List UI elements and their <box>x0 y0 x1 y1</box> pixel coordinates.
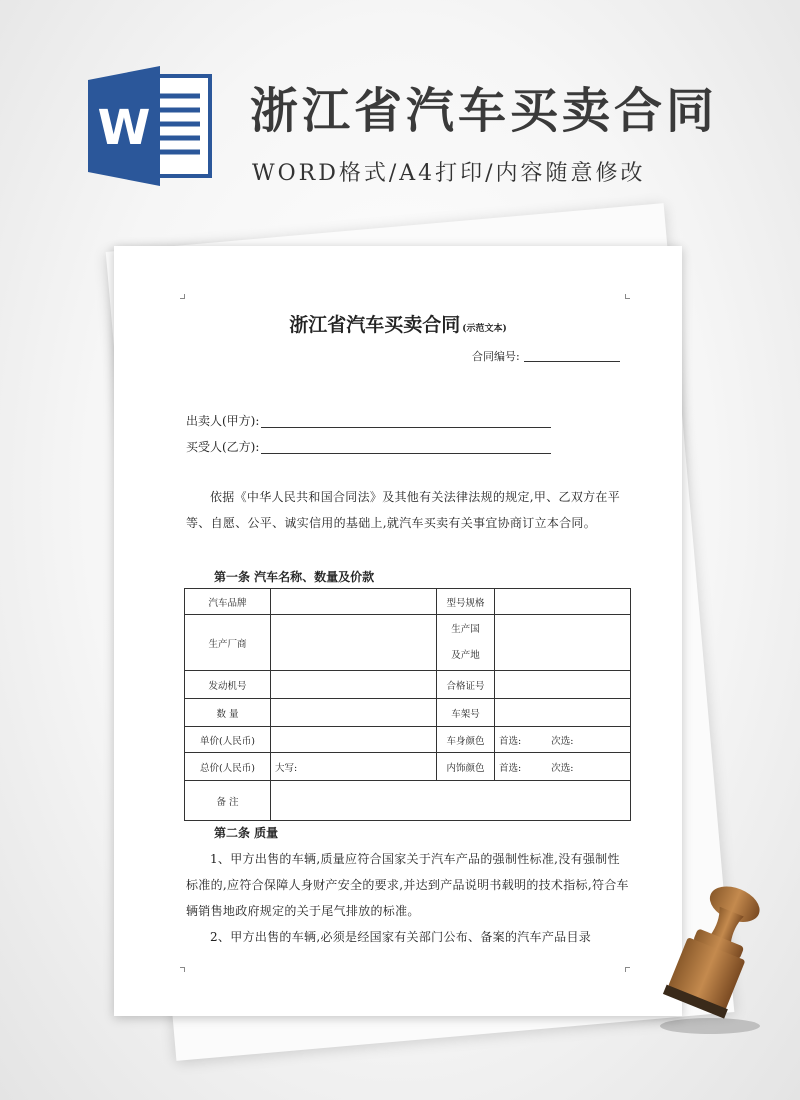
crop-mark <box>180 967 185 972</box>
table-row <box>185 671 631 699</box>
interior-color-label: 内饰颜色 <box>437 753 495 781</box>
buyer-blank[interactable] <box>261 441 551 454</box>
quality-clause-1: 1、甲方出售的车辆,质量应符合国家关于汽车产品的强制性标准,没有强制性标准的,应符合保障人身财产安全的要求,并达到产品说明书载明的技术指标,符合车辆销售地政府规定的关于尾气排放的标准。 <box>186 852 629 918</box>
quality-clause-2: 2、甲方出售的车辆,必须是经国家有关部门公布、备案的汽车产品目录 <box>210 930 592 944</box>
stamp-icon <box>648 878 778 1038</box>
origin-label-line1: 生产国 <box>451 623 480 635</box>
document-page <box>114 246 682 1016</box>
seller-field <box>186 412 551 429</box>
manufacturer-label: 生产厂商 <box>185 615 271 671</box>
table-row <box>185 699 631 727</box>
section-1-title: 第一条 汽车名称、数量及价款 <box>214 570 375 584</box>
quantity-value[interactable] <box>271 699 437 727</box>
document-title-text: 浙江省汽车买卖合同 <box>289 314 461 336</box>
remarks-value[interactable] <box>271 781 631 821</box>
vin-label: 车架号 <box>437 699 495 727</box>
cert-no-label: 合格证号 <box>437 671 495 699</box>
capital-label: 大写: <box>275 762 298 774</box>
seller-blank[interactable] <box>261 415 551 428</box>
interior-color-second: 次选: <box>551 762 574 774</box>
crop-mark <box>625 967 630 972</box>
buyer-field <box>186 438 551 455</box>
model-value[interactable] <box>495 589 631 615</box>
brand-value[interactable] <box>271 589 437 615</box>
body-color-second: 次选: <box>551 735 574 747</box>
intro-paragraph: 依据《中华人民共和国合同法》及其他有关法律法规的规定,甲、乙双方在平等、自愿、公平、诚实信用的基础上,就汽车买卖有关事宜协商订立本合同。 <box>186 490 621 530</box>
vin-value[interactable] <box>495 699 631 727</box>
table-row <box>185 615 631 671</box>
cert-no-value[interactable] <box>495 671 631 699</box>
document-title-note: (示范文本) <box>462 324 507 334</box>
origin-label-line2: 及产地 <box>451 649 480 661</box>
interior-color-first: 首选: <box>499 762 522 774</box>
body-color-label: 车身颜色 <box>437 727 495 753</box>
quantity-label: 数 量 <box>185 699 271 727</box>
engine-no-label: 发动机号 <box>185 671 271 699</box>
interior-color-value[interactable] <box>495 753 631 781</box>
vehicle-info-table <box>184 588 631 821</box>
body-color-value[interactable] <box>495 727 631 753</box>
model-label: 型号规格 <box>437 589 495 615</box>
table-row <box>185 753 631 781</box>
unit-price-value[interactable] <box>271 727 437 753</box>
unit-price-label: 单价(人民币) <box>185 727 271 753</box>
crop-mark <box>625 294 630 299</box>
seller-label: 出卖人(甲方): <box>186 414 260 428</box>
word-logo-letter: W <box>97 100 151 156</box>
contract-number-blank[interactable] <box>524 351 620 362</box>
remarks-label: 备 注 <box>185 781 271 821</box>
total-price-label: 总价(人民币) <box>185 753 271 781</box>
total-price-value[interactable] <box>271 753 437 781</box>
table-row <box>185 781 631 821</box>
origin-value[interactable] <box>495 615 631 671</box>
body-color-first: 首选: <box>499 735 522 747</box>
buyer-label: 买受人(乙方): <box>186 440 260 454</box>
banner-title: 浙江省汽车买卖合同 <box>250 83 719 139</box>
table-row <box>185 727 631 753</box>
manufacturer-value[interactable] <box>271 615 437 671</box>
document-title <box>114 310 682 337</box>
brand-label: 汽车品牌 <box>185 589 271 615</box>
banner-subtitle: WORD格式/A4打印/内容随意修改 <box>252 161 646 186</box>
engine-no-value[interactable] <box>271 671 437 699</box>
contract-number-label: 合同编号: <box>472 350 520 363</box>
origin-label <box>437 615 495 671</box>
section-2-title: 第二条 质量 <box>214 826 279 840</box>
table-row <box>185 589 631 615</box>
crop-mark <box>180 294 185 299</box>
word-logo-icon <box>88 66 214 186</box>
contract-number <box>472 348 620 364</box>
